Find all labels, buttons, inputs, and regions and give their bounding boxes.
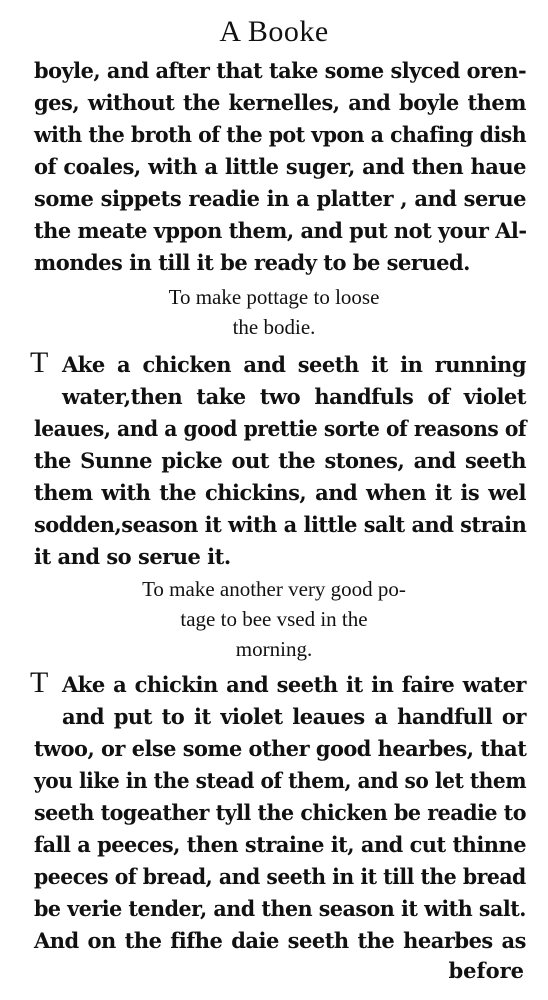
text-line: it and so serue it. [34,544,231,569]
text-line: peeces of bread, and seeth in it till the bread [34,864,526,889]
recipe-heading-line: To make pottage to loose [168,285,380,309]
text-line: the meate vppon them, and put not your Al- [34,218,527,243]
text-line: with the broth of the pot vpon a chafing dish [34,122,527,147]
text-line: boyle, and after that take some slyced oren- [34,58,527,83]
text-line: twoo, or else some other good hearbes, that [34,736,527,761]
recipe-heading-line: To make another very good po- [142,577,406,601]
text-line: leaues, and a good prettie sorte of reasons of [34,416,527,441]
text-line: the Sunne picke out the stones, and seeth [34,448,526,473]
recipe-heading-line: the bodie. [232,315,316,339]
text-line: Ake a chicken and seeth it in running [62,352,526,377]
catchword: before [448,958,524,983]
text-line: water,then take two handfuls of violet [62,384,526,409]
text-line: mondes in till it be ready to be serued. [34,250,470,275]
recipe-heading-line: morning. [235,637,313,661]
text-line: seeth togeather tyll the chicken be readie to [34,800,526,825]
text-line: Ake a chickin and seeth it in faire water [62,672,526,697]
text-line: be verie tender, and then season it with salt. [34,896,526,921]
text-line: you like in the stead of them, and so let them [34,768,527,793]
text-line: ges, without the kernelles, and boyle them [34,90,526,115]
initial-letter: T [30,666,49,699]
text-line: sodden,season it with a little salt and strain [34,512,527,537]
recipe-heading-line: tage to bee vsed in the [180,607,368,631]
text-line: them with the chickins, and when it is wel [34,480,526,505]
text-line: And on the fifhe daie seeth the hearbes as [34,928,526,953]
text-line: some sippets readie in a platter , and serue [34,186,526,211]
text-line: of coales, with a little suger, and then haue [34,154,526,179]
text-line: fall a peeces, then straine it, and cut thinne [34,832,527,857]
initial-letter: T [30,346,49,379]
running-head: A Booke [219,15,329,48]
text-line: and put to it violet leaues a handfull or [62,704,526,729]
